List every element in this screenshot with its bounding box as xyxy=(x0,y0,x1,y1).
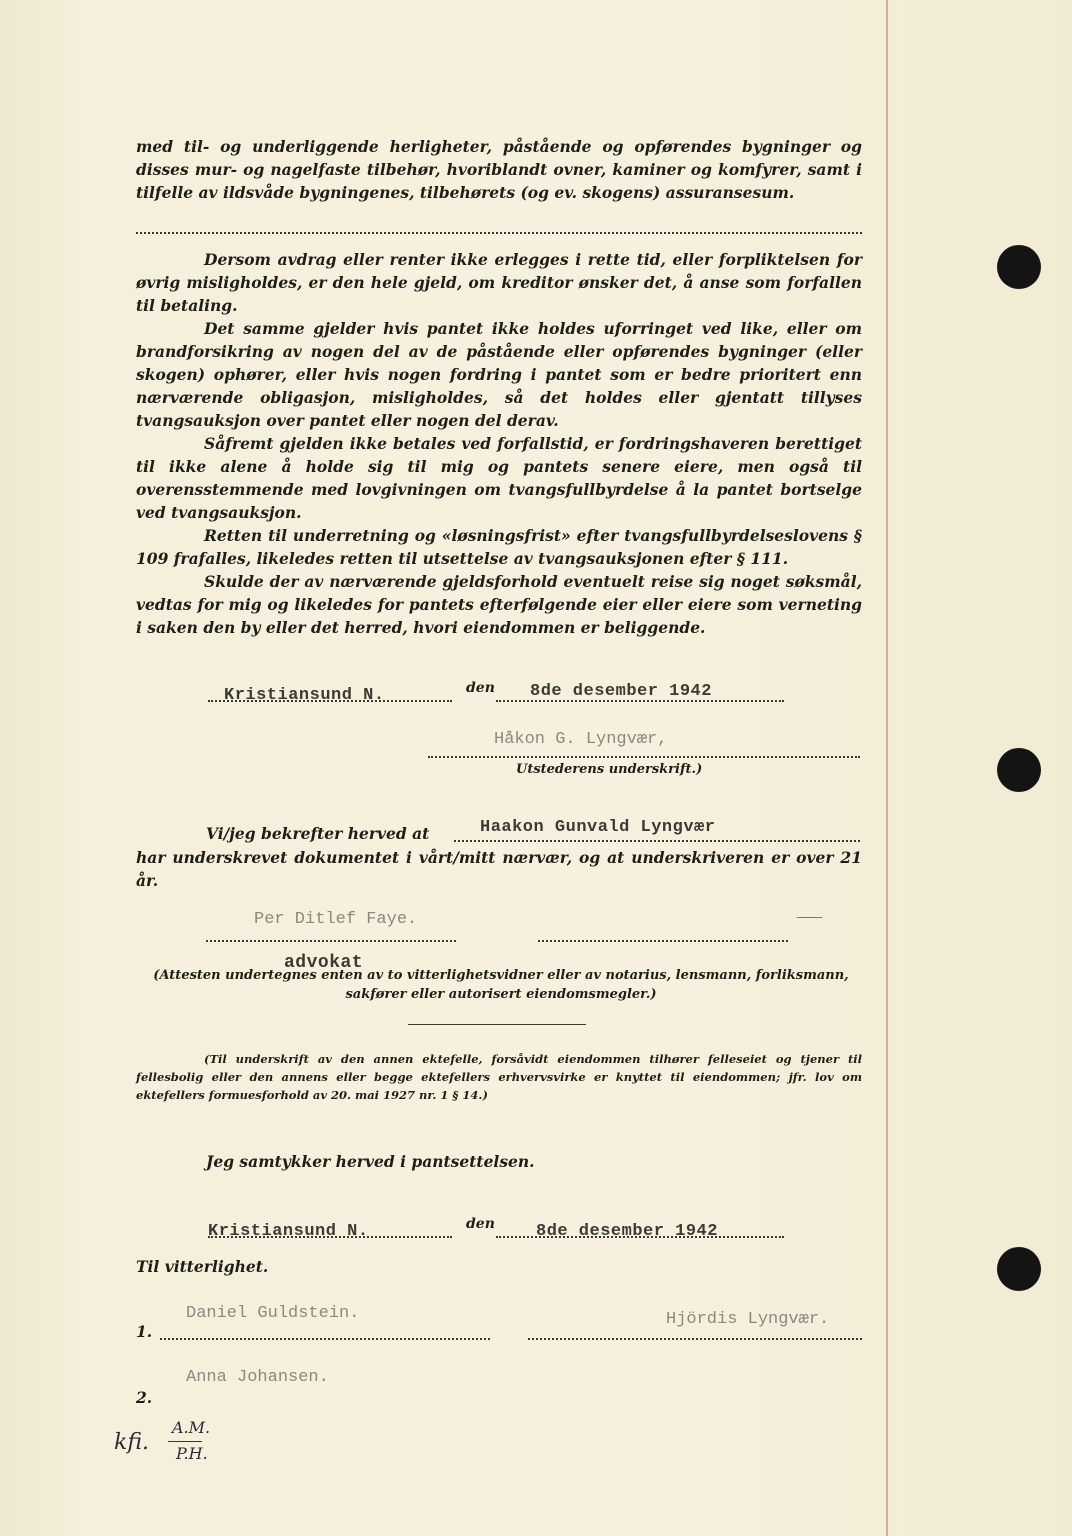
signing2-date: 8de desember 1942 xyxy=(536,1222,718,1241)
margin-line xyxy=(886,0,888,1536)
confirm-name-dots xyxy=(454,840,860,842)
consent-text: Jeg samtykker herved i pantsettelsen. xyxy=(206,1152,535,1171)
attest-title: advokat xyxy=(284,953,364,973)
punch-hole xyxy=(997,1247,1041,1291)
handwritten-initials-top: A.M. xyxy=(172,1418,211,1437)
spouse-signature-dots xyxy=(528,1338,862,1340)
signing-date: 8de desember 1942 xyxy=(530,682,712,701)
signing-place: Kristiansund N. xyxy=(224,686,385,705)
confirm-text: har underskrevet dokumentet i vårt/mitt nærvær, og at underskriveren er over 21 år. xyxy=(136,848,862,890)
spouse-note: (Til underskrift av den annen ektefelle, forsåvidt eiendommen tilhører felleseiet og tjener til fellesbolig eller den annens eller begge ektefellers erhvervsvirke er knyttet til eiendommen; jfr. lov om ektefellers formuesforhold av 20. mai 1927 nr. 1 § 14.) xyxy=(136,1052,862,1102)
intro-paragraph: med til- og underliggende herligheter, påstående og opførendes bygninger og disses mur- og nagelfaste tilbehør, hvoriblandt ovner, kaminer og komfyrer, samt i tilfelle av ildsvåde bygningenes, tilbehørets (og ev. skogens) assuransesum. xyxy=(136,137,862,202)
witness-2-number: 2. xyxy=(136,1388,153,1407)
witness-1-dots xyxy=(160,1338,490,1340)
initials-fraction-line xyxy=(168,1441,202,1442)
default-clause: Dersom avdrag eller renter ikke erlegges i rette tid, eller forpliktelsen for øvrig misligholdes, er den hele gjeld, om kreditor ønsker det, å anse som forfallen til betaling. xyxy=(136,250,862,315)
confirm-prefix: Vi/jeg bekrefter herved at xyxy=(206,824,430,843)
den-label: den xyxy=(466,680,495,696)
attest-signature: Per Ditlef Faye. xyxy=(254,910,418,929)
handwritten-initials-kf: kfi. xyxy=(114,1430,149,1455)
attest-note: (Attesten undertegnes enten av to vitterlighetsvidner eller av notarius, lensmann, forliksmann, sakfører eller autorisert eiendomsmegler.) xyxy=(153,968,849,1002)
witness-1-number: 1. xyxy=(136,1322,153,1341)
issuer-signature: Håkon G. Lyngvær, xyxy=(494,730,668,749)
confirmed-signer-name: Haakon Gunvald Lyngvær xyxy=(480,818,716,837)
separator-dots xyxy=(136,232,862,234)
deterioration-clause: Det samme gjelder hvis pantet ikke holdes uforringet ved like, eller om brandforsikring av nogen del av de påstående eller opførendes bygninger (eller skogen) ophører, eller hvis nogen fordring i pantet som er bedre prioritert enn nærværende obligasjon, misligholdes, så det holdes eller gjentatt tillyses tvangsauksjon over pantet eller nogen del derav. xyxy=(136,319,862,430)
attest-signature-dots-2 xyxy=(538,940,788,942)
witness-1-signature: Daniel Guldstein. xyxy=(186,1304,360,1323)
punch-hole xyxy=(997,245,1041,289)
dash-mark: ⸺ xyxy=(796,909,824,926)
venue-clause: Skulde der av nærværende gjeldsforhold eventuelt reise sig noget søksmål, vedtas for mig og likeledes for pantets efterfølgende eier eller eiere som verneting i saken den by eller det herred, hvori eiendommen er beliggende. xyxy=(136,572,862,637)
signing2-place: Kristiansund N. xyxy=(208,1222,369,1241)
attest-signature-dots-1 xyxy=(206,940,456,942)
notice-clause: Retten til underretning og «løsningsfrist» efter tvangsfullbyrdelseslovens § 109 frafalles, likeledes retten til utsettelse av tvangsauksjonen efter § 111. xyxy=(136,526,862,568)
issuer-signature-label: Utstederens underskrift.) xyxy=(516,762,703,777)
section-divider xyxy=(408,1024,586,1025)
witnesses-label: Til vitterlighet. xyxy=(136,1257,269,1276)
punch-hole xyxy=(997,748,1041,792)
spouse-signature: Hjördis Lyngvær. xyxy=(666,1310,830,1329)
enforcement-clause: Såfremt gjelden ikke betales ved forfallstid, er fordringshaveren berettiget til ikke alene å holde sig til mig og pantets senere eiere, men også til overensstemmende med lovgivningen om tvangsfullbyrdelse å la pantet bortselge ved tvangsauksjon. xyxy=(136,434,862,522)
witness-2-signature: Anna Johansen. xyxy=(186,1368,329,1387)
issuer-signature-dots xyxy=(428,756,860,758)
handwritten-initials-bottom: P.H. xyxy=(176,1444,208,1463)
den2-label: den xyxy=(466,1216,495,1232)
